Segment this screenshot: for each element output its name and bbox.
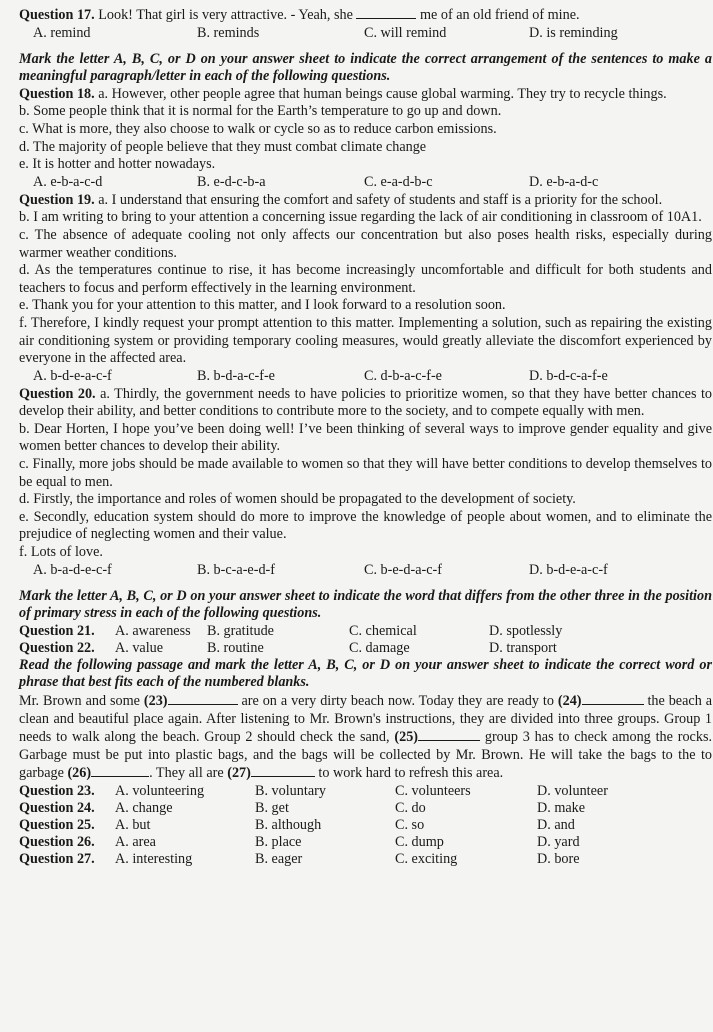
option-d[interactable]: D. yard (537, 833, 580, 850)
option-b[interactable]: B. e-d-c-b-a (197, 173, 266, 190)
question-26-label: Question 26. (19, 833, 95, 850)
passage-questions (19, 783, 712, 868)
question-22 (19, 640, 712, 657)
question-17-text-before: Look! That girl is very attractive. - Yeah, she (98, 7, 353, 23)
question-17-label: Question 17. (19, 7, 95, 23)
question-21-label: Question 21. (19, 622, 95, 639)
option-b[interactable]: B. b-d-a-c-f-e (197, 367, 275, 384)
question-23-label: Question 23. (19, 782, 95, 799)
question-21 (19, 623, 712, 640)
question-17-options (19, 25, 712, 43)
option-d[interactable]: D. transport (489, 639, 557, 656)
option-c[interactable]: C. damage (349, 639, 410, 656)
question-27 (19, 851, 712, 868)
option-a[interactable]: A. b-a-d-e-c-f (33, 561, 112, 578)
option-a[interactable]: A. area (115, 833, 156, 850)
option-c[interactable]: C. do (395, 799, 426, 816)
section-passage-instruction: Read the following passage and mark the letter A, B, C, or D on your answer sheet to indicate the correct word or phrase that best fits each of the numbered blanks. (19, 656, 712, 691)
option-a[interactable]: A. volunteering (115, 782, 205, 799)
option-b[interactable]: B. reminds (197, 24, 260, 41)
question-23 (19, 783, 712, 800)
option-a[interactable]: A. change (115, 799, 173, 816)
answer-blank (418, 728, 480, 741)
option-b[interactable]: B. b-c-a-e-d-f (197, 561, 275, 578)
option-d[interactable]: D. and (537, 816, 575, 833)
answer-blank (91, 764, 149, 777)
question-25-label: Question 25. (19, 816, 95, 833)
option-b[interactable]: B. eager (255, 850, 303, 867)
question-20-options (19, 562, 712, 580)
section-stress-instruction: Mark the letter A, B, C, or D on your answer sheet to indicate the word that differs from the other three in the position of primary stress in each of the following questions. (19, 587, 712, 622)
option-c[interactable]: C. e-a-d-b-c (364, 173, 433, 190)
option-c[interactable]: C. chemical (349, 622, 417, 639)
blank-number-27: (27) (227, 765, 251, 782)
question-24 (19, 800, 712, 817)
question-19-line-b: b. I am writing to bring to your attention a concerning issue regarding the lack of air conditioning in classroom of 10A1. (19, 209, 702, 226)
option-d[interactable]: D. make (537, 799, 586, 816)
option-a[interactable]: A. remind (33, 24, 91, 41)
answer-blank (582, 692, 644, 705)
question-20-line-c: c. Finally, more jobs should be made available to women so that they will have better conditions to develop themselves to be equal to men. (19, 456, 712, 490)
question-27-label: Question 27. (19, 850, 95, 867)
option-b[interactable]: B. place (255, 833, 302, 850)
question-18-line-e: e. It is hotter and hotter nowadays. (19, 156, 216, 173)
question-20-label: Question 20. (19, 385, 96, 402)
blank-number-26: (26) (67, 765, 92, 782)
question-20-line-d: d. Firstly, the importance and roles of women should be propagated to the development of society. (19, 491, 576, 508)
answer-blank (356, 6, 416, 19)
option-d[interactable]: D. is reminding (529, 24, 618, 41)
question-18-line-d: d. The majority of people believe that they must combat climate change (19, 138, 427, 155)
question-19-line-e: e. Thank you for your attention to this matter, and I look forward to a resolution soon. (19, 297, 506, 314)
answer-blank (168, 692, 238, 705)
stress-questions (19, 623, 712, 657)
question-18-label: Question 18. (19, 85, 95, 102)
question-20-line-a: Question 20. a. Thirdly, the government needs to have policies to prioritize women, so that they have better chances to develop their ability, and better conditions to contribute more to the society, and to compete equally with men. (19, 385, 712, 420)
option-c[interactable]: C. d-b-a-c-f-e (364, 367, 442, 384)
option-d[interactable]: D. b-d-e-a-c-f (529, 561, 608, 578)
blank-number-24: (24) (557, 693, 582, 709)
option-c[interactable]: C. b-e-d-a-c-f (364, 561, 442, 578)
blank-number-25: (25) (394, 729, 419, 746)
question-18-options (19, 174, 712, 192)
blank-number-23: (23) (143, 693, 168, 709)
option-c[interactable]: C. so (395, 816, 425, 833)
option-a[interactable]: A. b-d-e-a-c-f (33, 367, 112, 384)
option-d[interactable]: D. e-b-a-d-c (529, 173, 599, 190)
question-20-line-b: b. Dear Horten, I hope you’ve been doing well! I’ve been thinking of several ways to improve gender equality and give women better chances to develop their ability. (19, 420, 712, 455)
option-b[interactable]: B. get (255, 799, 289, 816)
option-b[interactable]: B. voluntary (255, 782, 326, 799)
option-b[interactable]: B. routine (207, 639, 264, 656)
question-17-text-after: me of an old friend of mine. (419, 7, 580, 23)
option-c[interactable]: C. exciting (395, 850, 458, 867)
question-19-label: Question 19. (19, 191, 95, 208)
question-25 (19, 817, 712, 834)
question-19-line-c: c. The absence of adequate cooling not only affects our concentration but also poses health risks, especially during warmer weather conditions. (19, 226, 712, 261)
option-d[interactable]: D. spotlessly (489, 622, 563, 639)
option-c[interactable]: C. volunteers (395, 782, 471, 799)
question-24-label: Question 24. (19, 799, 95, 816)
question-26 (19, 834, 712, 851)
option-d[interactable]: D. volunteer (537, 782, 608, 799)
question-19-line-d: d. As the temperatures continue to rise, it has become increasingly uncomfortable and difficult for both students and teachers to focus and perform effectively in the learning environment. (19, 262, 712, 296)
option-d[interactable]: D. bore (537, 850, 580, 867)
option-b[interactable]: B. although (255, 816, 322, 833)
option-a[interactable]: A. awareness (115, 622, 191, 639)
option-a[interactable]: A. value (115, 639, 164, 656)
option-c[interactable]: C. will remind (364, 24, 447, 41)
option-a[interactable]: A. e-b-a-c-d (33, 173, 103, 190)
question-17-stem (19, 6, 712, 25)
reading-passage: Mr. Brown and some (23) are on a very dirty beach now. Today they are ready to (24) the beach a clean and beautiful place again. After listening to Mr. Brown's instructions, they are divided into three groups. Group 1 needs to walk along the beach. Group 2 should check the sand, (25) group 3 has to check among the rocks. Garbage must be put into plastic bags, and the bags will be collected by Mr. Brown. He will take the bags to the to garbage (26) . They all are (27) to work hard to refresh this area. (19, 693, 713, 782)
question-18-line-b: b. Some people think that it is normal for the Earth’s temperature to go up and down. (19, 103, 502, 120)
question-20-line-e: e. Secondly, education system should do more to improve the knowledge of people about women, and to eliminate the prejudice of neglecting women and their value. (19, 508, 712, 543)
question-22-label: Question 22. (19, 639, 95, 656)
option-a[interactable]: A. but (115, 816, 151, 833)
question-20-line-f: f. Lots of love. (19, 544, 103, 561)
option-b[interactable]: B. gratitude (207, 622, 274, 639)
option-a[interactable]: A. interesting (115, 850, 193, 867)
section-arrangement-instruction: Mark the letter A, B, C, or D on your answer sheet to indicate the correct arrangement of the sentences to make a meaningful paragraph/letter in each of the following questions. (19, 50, 712, 85)
option-c[interactable]: C. dump (395, 833, 444, 850)
question-19-line-f: f. Therefore, I kindly request your prompt attention to this matter. Implementing a solution, such as repairing the existing air conditioning system or providing temporary cooling measures, would greatly alleviate the discomfort experienced by everyone in the affected area. (19, 314, 712, 367)
question-18-line-a: Question 18. a. However, other people agree that human beings cause global warming. They try to recycle things. (19, 85, 667, 102)
option-d[interactable]: D. b-d-c-a-f-e (529, 367, 608, 384)
answer-blank (251, 764, 315, 777)
question-19-options (19, 368, 712, 386)
question-19-line-a: Question 19. a. I understand that ensuring the comfort and safety of students and staff is a priority for the school. (19, 191, 663, 208)
question-18-line-c: c. What is more, they also choose to walk or cycle so as to reduce carbon emissions. (19, 120, 497, 137)
